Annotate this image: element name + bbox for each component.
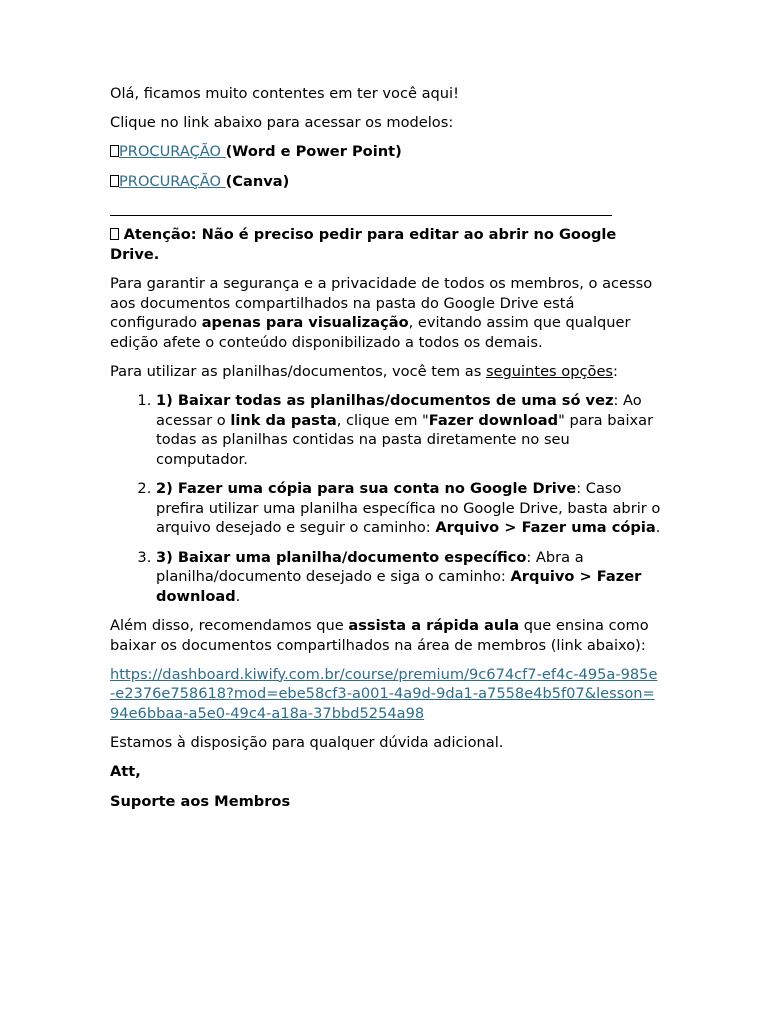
- option-bold: Arquivo > Fazer uma cópia: [435, 519, 656, 537]
- option-text: .: [655, 519, 661, 537]
- template-link-row-word: [110, 142, 662, 162]
- option-bold: Arquivo > Fazer download: [156, 568, 642, 605]
- intro-text: Clique no link abaixo para acessar os modelos:: [110, 114, 454, 132]
- attention-text: Atenção: Não é preciso pedir para editar ao abrir no Google Drive.: [110, 226, 617, 263]
- privacy-text-1: Para garantir a segurança e a privacidade de todos os membros, o acesso aos documentos compartilhados na pasta do Google Drive está configurado: [110, 275, 653, 332]
- document-page: [110, 84, 662, 821]
- option-text: : Caso prefira utilizar uma planilha específica no Google Drive, basta abrir o arquivo desejado e seguir o caminho:: [156, 480, 661, 537]
- template-link-row-canva: [110, 172, 662, 192]
- options-intro-text: Para utilizar as planilhas/documentos, você tem as: [110, 363, 486, 381]
- link-icon: [110, 175, 119, 187]
- greeting-text: Olá, ficamos muito contentes em ter você aqui!: [110, 85, 459, 102]
- signature-bold: Suporte aos Membros: [110, 792, 291, 810]
- procuracao-canva-link[interactable]: PROCURAÇÃO: [119, 172, 226, 190]
- closing-text: Estamos à disposição para qualquer dúvida adicional.: [110, 734, 504, 752]
- option-text: .: [235, 587, 241, 605]
- recommend-text-2: que ensina como baixar os documentos compartilhados na área de membros (link abaixo):: [110, 617, 649, 654]
- privacy-text-2: , evitando assim que qualquer edição afete o conteúdo disponibilizado a todos os demais.: [110, 314, 631, 351]
- signoff-text: [110, 762, 662, 782]
- privacy-bold: apenas para visualização: [201, 314, 409, 332]
- option-title: 2) Fazer uma cópia para sua conta no Google Drive: [156, 480, 577, 498]
- signoff-bold: Att,: [110, 763, 141, 781]
- options-intro: [110, 362, 662, 382]
- option-text: " para baixar todas as planilhas contidas na pasta diretamente no seu computador.: [156, 411, 654, 469]
- warning-icon: [110, 228, 119, 240]
- procuracao-canva-suffix: (Canva): [225, 172, 290, 190]
- recommend-paragraph: [110, 616, 662, 655]
- option-title: 3) Baixar uma planilha/documento específico: [156, 548, 527, 566]
- option-text: , clique em ": [336, 411, 429, 429]
- signature-text: [110, 792, 662, 812]
- separator-line: [110, 201, 612, 216]
- attention-notice: [110, 225, 662, 264]
- options-intro-underlined: seguintes opções: [485, 363, 614, 381]
- option-text: : Ao acessar o: [156, 392, 642, 429]
- lesson-url-link[interactable]: https://dashboard.kiwify.com.br/course/premium/9c674cf7-ef4c-495a-985e-e2376e758618?mod=ebe58cf3-a001-4a9d-9da1-a7558e4b5f07&lesson=94e6bbaa-a5e0-49c4-a18a-37bbd5254a98: [110, 665, 658, 722]
- lesson-link-row: [110, 665, 662, 724]
- privacy-paragraph: [110, 274, 662, 352]
- link-icon: [110, 145, 119, 157]
- list-item: [156, 548, 662, 607]
- option-title: 1) Baixar todas as planilhas/documentos de uma só vez: [156, 392, 614, 410]
- recommend-text-1: Além disso, recomendamos que: [110, 617, 349, 634]
- procuracao-word-suffix: (Word e Power Point): [225, 143, 402, 161]
- options-intro-colon: :: [613, 363, 618, 381]
- option-bold: Fazer download: [428, 411, 559, 429]
- options-list: [110, 391, 662, 606]
- list-item: [156, 391, 662, 469]
- option-bold: link da pasta: [230, 411, 337, 429]
- procuracao-word-link[interactable]: PROCURAÇÃO: [119, 143, 226, 161]
- option-text: : Abra a planilha/documento desejado e siga o caminho:: [156, 548, 584, 586]
- list-item: [156, 479, 662, 538]
- recommend-bold: assista a rápida aula: [348, 617, 520, 634]
